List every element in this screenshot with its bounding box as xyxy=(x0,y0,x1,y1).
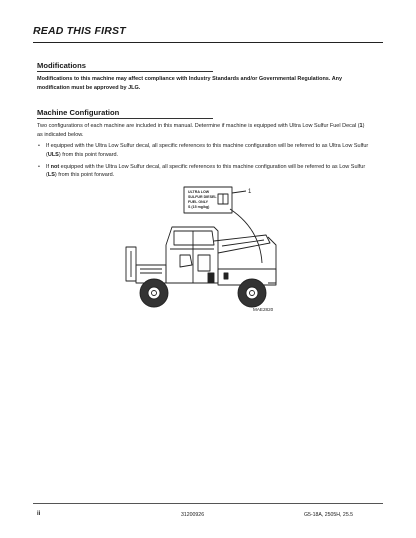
bullet-ls-code: LS xyxy=(47,172,55,179)
decal-line-3: FUEL ONLY xyxy=(188,200,208,204)
bullet-ls-c: equipped with the Ultra Low Sulfur decal, all specific references to this machine configuration will be referred to as Low Sulfur ( xyxy=(46,163,366,179)
front-wheel xyxy=(140,279,168,307)
decal-line-4: S (15 mg/kg) xyxy=(188,205,210,209)
machine-config-intro xyxy=(37,122,367,139)
telehandler-body xyxy=(126,227,276,285)
figure-id: MAE2820 xyxy=(253,307,274,312)
machine-config-heading: Machine Configuration xyxy=(37,108,120,117)
modifications-heading: Modifications xyxy=(37,61,86,70)
bullet-ls xyxy=(37,163,369,180)
title-rule xyxy=(33,42,383,43)
bullet-uls-code: ULS xyxy=(47,151,59,158)
rear-wheel xyxy=(238,279,266,307)
fuel-decal xyxy=(184,187,232,213)
modifications-text: Modifications to this machine may affect compliance with Industry Standards and/or Governmental Regulations. Any modification must be approved by JLG. xyxy=(37,76,343,91)
bullet-ls-a: If xyxy=(46,163,51,170)
bullet-uls-c: ) from this point forward. xyxy=(58,151,119,158)
bullet-uls xyxy=(37,142,369,159)
footer-page-number: ii xyxy=(37,511,41,517)
bullet-uls-a: If equipped with the Ultra Low Sulfur decal, all specific references to this machine configuration will be referred to as Ultra Low Sulfur ( xyxy=(46,143,369,158)
bullet-dot: • xyxy=(38,163,40,170)
modifications-rule xyxy=(37,71,213,72)
intro-text-c: ) as indicated below. xyxy=(37,123,365,138)
config-bullets xyxy=(37,142,369,183)
page-title: READ THIS FIRST xyxy=(33,25,126,37)
decal-line-2: SULFUR DIESEL xyxy=(188,195,217,199)
machine-config-rule xyxy=(37,118,213,119)
intro-callout-ref: 1 xyxy=(359,123,363,129)
intro-text-a: Two configurations of each machine are included in this manual. Determine if machine is equipped with Ultra Low Sulfur Fuel Decal ( xyxy=(37,123,360,129)
decal-line-1: ULTRA LOW xyxy=(188,190,210,194)
telehandler-figure xyxy=(118,185,292,319)
callout-number: 1 xyxy=(248,189,252,195)
footer-doc-number: 31200926 xyxy=(181,512,205,518)
bullet-ls-e: ) from this point forward. xyxy=(54,172,115,179)
bullet-ls-not: not xyxy=(50,163,60,170)
footer-rule xyxy=(33,503,383,504)
callout-leader xyxy=(232,191,246,193)
footer-model: G5-18A, 2505H, 25.5 xyxy=(304,512,354,518)
bullet-dot: • xyxy=(38,143,40,149)
